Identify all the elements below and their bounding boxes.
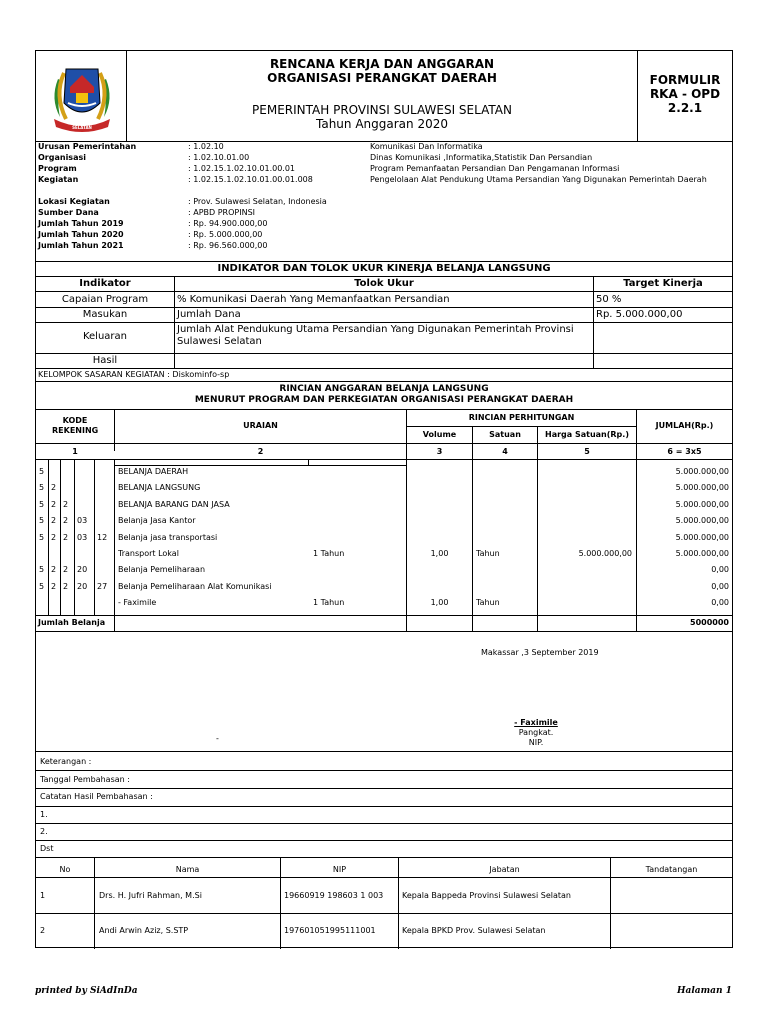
tolok-ukur: Jumlah Alat Pendukung Utama Persandian Yang Digunakan Pemerintah Provinsi Sulawesi Selatan xyxy=(177,324,574,347)
jumlah-value: 5.000.000,00 xyxy=(675,549,729,558)
team-row-1-no: 1 xyxy=(40,891,46,900)
kode-rekening-4: 03 xyxy=(77,533,88,542)
uraian-text: BELANJA LANGSUNG xyxy=(118,483,201,492)
info-label: Kegiatan xyxy=(38,175,79,184)
total-label: Jumlah Belanja xyxy=(38,618,106,627)
info-code: : Prov. Sulawesi Selatan, Indonesia xyxy=(188,197,327,206)
info-code: : Rp. 96.560.000,00 xyxy=(188,241,268,250)
jumlah-value: 5.000.000,00 xyxy=(675,483,729,492)
jumlah-value: 5.000.000,00 xyxy=(675,533,729,542)
signer-pangkat: Pangkat. xyxy=(518,728,554,737)
col-num-2: 2 xyxy=(257,447,264,456)
col-indikator: Indikator xyxy=(79,278,131,289)
kode-rekening-1: 5 xyxy=(39,467,45,476)
info-label: Sumber Dana xyxy=(38,208,99,217)
satuan-value: Tahun xyxy=(476,549,500,558)
jumlah-value: 5.000.000,00 xyxy=(675,500,729,509)
team-row-1-jabatan: Kepala Bappeda Provinsi Sulawesi Selatan xyxy=(402,891,571,900)
col-num-1: 1 xyxy=(72,447,78,456)
info-desc: Pengelolaan Alat Pendukung Utama Persandian Yang Digunakan Pemerintah Daerah xyxy=(370,175,707,184)
jumlah-value: 5.000.000,00 xyxy=(675,467,729,476)
kode-rekening-3: 2 xyxy=(63,582,69,591)
indikator-name: Keluaran xyxy=(82,331,128,342)
volume-value: 1,00 xyxy=(430,549,449,558)
uraian-qty: 1 Tahun xyxy=(313,598,345,607)
col-num-3: 3 xyxy=(436,447,443,456)
info-label: Lokasi Kegiatan xyxy=(38,197,110,206)
team-row-2-nip: 197601051995111001 xyxy=(284,926,376,935)
kode-rekening-2: 2 xyxy=(51,582,57,591)
place-date: Makassar ,3 September 2019 xyxy=(481,648,599,657)
catatan-pembahasan: Catatan Hasil Pembahasan : xyxy=(40,792,153,801)
team-col-tandatangan: Tandatangan xyxy=(645,865,698,874)
jumlah-value: 0,00 xyxy=(711,582,729,591)
uraian-text: Transport Lokal xyxy=(118,549,179,558)
kode-rekening-2: 2 xyxy=(51,483,57,492)
form-label: FORMULIR xyxy=(649,73,721,87)
info-code: : 1.02.15.1.02.10.01.00.01.008 xyxy=(188,175,313,184)
printed-by: printed by SiAdInDa xyxy=(35,986,138,996)
kode-rekening-4: 20 xyxy=(77,565,88,574)
kode-rekening-1: 5 xyxy=(39,582,45,591)
kode-rekening-5: 27 xyxy=(97,582,108,591)
kode-rekening-2: 2 xyxy=(51,565,57,574)
uraian-text: - Faximile xyxy=(118,598,157,607)
jumlah-value: 0,00 xyxy=(711,598,729,607)
team-col-jabatan: Jabatan xyxy=(489,865,520,874)
target-kinerja: Rp. 5.000.000,00 xyxy=(596,309,683,320)
note-2: 2. xyxy=(40,827,48,836)
kode-rekening-1: 5 xyxy=(39,483,45,492)
team-col-nip: NIP xyxy=(332,865,347,874)
info-label: Jumlah Tahun 2020 xyxy=(38,230,124,239)
kode-rekening-1: 5 xyxy=(39,500,45,509)
col-harga-satuan: Harga Satuan(Rp.) xyxy=(545,430,629,439)
team-row-1-nama: Drs. H. Jufri Rahman, M.Si xyxy=(99,891,202,900)
info-label: Urusan Pemerintahan xyxy=(38,142,137,151)
satuan-value: Tahun xyxy=(476,598,500,607)
col-volume: Volume xyxy=(422,430,457,439)
harga-satuan-value: 5.000.000,00 xyxy=(578,549,632,558)
info-label: Jumlah Tahun 2021 xyxy=(38,241,124,250)
tolok-ukur: Jumlah Dana xyxy=(177,309,241,320)
kode-rekening-2: 2 xyxy=(51,500,57,509)
kode-rekening-3: 2 xyxy=(63,500,69,509)
col-rincian-perhitungan: RINCIAN PERHITUNGAN xyxy=(468,413,575,422)
info-desc: Komunikasi Dan Informatika xyxy=(370,142,483,151)
info-label: Organisasi xyxy=(38,153,86,162)
info-code: : APBD PROPINSI xyxy=(188,208,256,217)
kelompok-sasaran: KELOMPOK SASARAN KEGIATAN : Diskominfo-sp xyxy=(38,370,230,379)
province-logo xyxy=(44,59,120,135)
indikator-name: Capaian Program xyxy=(61,294,149,305)
team-row-2-no: 2 xyxy=(40,926,46,935)
kode-rekening-1: 5 xyxy=(39,516,45,525)
keterangan: Keterangan : xyxy=(40,757,92,766)
team-col-no: No xyxy=(59,865,71,874)
kode-rekening-1: 5 xyxy=(39,565,45,574)
rincian-title: RINCIAN ANGGARAN BELANJA LANGSUNG xyxy=(279,384,489,394)
info-code: : 1.02.10.01.00 xyxy=(188,153,250,162)
indicator-title: INDIKATOR DAN TOLOK UKUR KINERJA BELANJA LANGSUNG xyxy=(217,263,551,274)
title-pemerintah: PEMERINTAH PROVINSI SULAWESI SELATAN xyxy=(252,103,512,117)
info-code: : Rp. 5.000.000,00 xyxy=(188,230,263,239)
note-dst: Dst xyxy=(40,844,54,853)
col-target: Target Kinerja xyxy=(623,278,703,289)
col-jumlah: JUMLAH(Rp.) xyxy=(655,421,714,430)
kode-rekening-3: 2 xyxy=(63,533,69,542)
title-organisasi: ORGANISASI PERANGKAT DAERAH xyxy=(267,71,497,85)
uraian-text: Belanja Pemeliharaan Alat Komunikasi xyxy=(118,582,272,591)
kode-rekening-4: 20 xyxy=(77,582,88,591)
page-number: Halaman 1 xyxy=(677,986,732,996)
kode-rekening-4: 03 xyxy=(77,516,88,525)
col-num-4: 4 xyxy=(502,447,508,456)
kode-rekening-3: 2 xyxy=(63,565,69,574)
logo-text: SULAWESI SELATAN xyxy=(70,120,94,130)
kode-rekening-3: 2 xyxy=(63,516,69,525)
sign-dash: - xyxy=(216,734,219,743)
target-kinerja: 50 % xyxy=(596,294,622,305)
col-kode-rekening: KODE REKENING xyxy=(52,416,99,435)
volume-value: 1,00 xyxy=(430,598,449,607)
col-uraian: URAIAN xyxy=(243,421,278,430)
team-row-1-nip: 19660919 198603 1 003 xyxy=(284,891,384,900)
info-code: : 1.02.10 xyxy=(188,142,224,151)
jumlah-value: 0,00 xyxy=(711,565,729,574)
kode-rekening-1: 5 xyxy=(39,533,45,542)
uraian-text: Belanja jasa transportasi xyxy=(118,533,218,542)
team-row-2-jabatan: Kepala BPKD Prov. Sulawesi Selatan xyxy=(402,926,546,935)
col-num-5: 5 xyxy=(584,447,590,456)
rka-document xyxy=(35,50,733,948)
info-code: : 1.02.15.1.02.10.01.00.01 xyxy=(188,164,296,173)
jumlah-value: 5.000.000,00 xyxy=(675,516,729,525)
rincian-subtitle: MENURUT PROGRAM DAN PERKEGIATAN ORGANISASI PERANGKAT DAERAH xyxy=(194,395,574,405)
team-row-2-nama: Andi Arwin Aziz, S.STP xyxy=(99,926,189,935)
signer-nip: NIP. xyxy=(528,738,544,747)
uraian-text: BELANJA BARANG DAN JASA xyxy=(118,500,230,509)
total-value: 5000000 xyxy=(690,618,729,627)
uraian-text: BELANJA DAERAH xyxy=(118,467,189,476)
team-col-nama: Nama xyxy=(175,865,200,874)
indikator-name: Masukan xyxy=(82,309,128,320)
col-tolok-ukur: Tolok Ukur xyxy=(354,278,414,289)
col-satuan: Satuan xyxy=(489,430,521,439)
form-code: RKA - OPD xyxy=(649,87,721,101)
indikator-name: Hasil xyxy=(92,355,118,366)
kode-rekening-5: 12 xyxy=(97,533,108,542)
title-tahun: Tahun Anggaran 2020 xyxy=(316,117,448,131)
info-label: Jumlah Tahun 2019 xyxy=(38,219,124,228)
tanggal-pembahasan: Tanggal Pembahasan : xyxy=(40,775,130,784)
title-rencana: RENCANA KERJA DAN ANGGARAN xyxy=(269,57,495,71)
tolok-ukur: % Komunikasi Daerah Yang Memanfaatkan Persandian xyxy=(177,294,450,305)
col-num-6: 6 = 3x5 xyxy=(667,447,702,456)
info-desc: Dinas Komunikasi ,Informatika,Statistik Dan Persandian xyxy=(370,153,593,162)
kode-rekening-2: 2 xyxy=(51,533,57,542)
kode-rekening-2: 2 xyxy=(51,516,57,525)
uraian-text: Belanja Jasa Kantor xyxy=(118,516,196,525)
signer-name: - Faximile xyxy=(514,718,558,727)
info-desc: Program Pemanfaatan Persandian Dan Pengamanan Informasi xyxy=(370,164,620,173)
info-code: : Rp. 94.900.000,00 xyxy=(188,219,268,228)
uraian-text: Belanja Pemeliharaan xyxy=(118,565,206,574)
info-label: Program xyxy=(38,164,77,173)
form-number: 2.2.1 xyxy=(667,101,703,115)
uraian-qty: 1 Tahun xyxy=(313,549,345,558)
note-1: 1. xyxy=(40,810,48,819)
